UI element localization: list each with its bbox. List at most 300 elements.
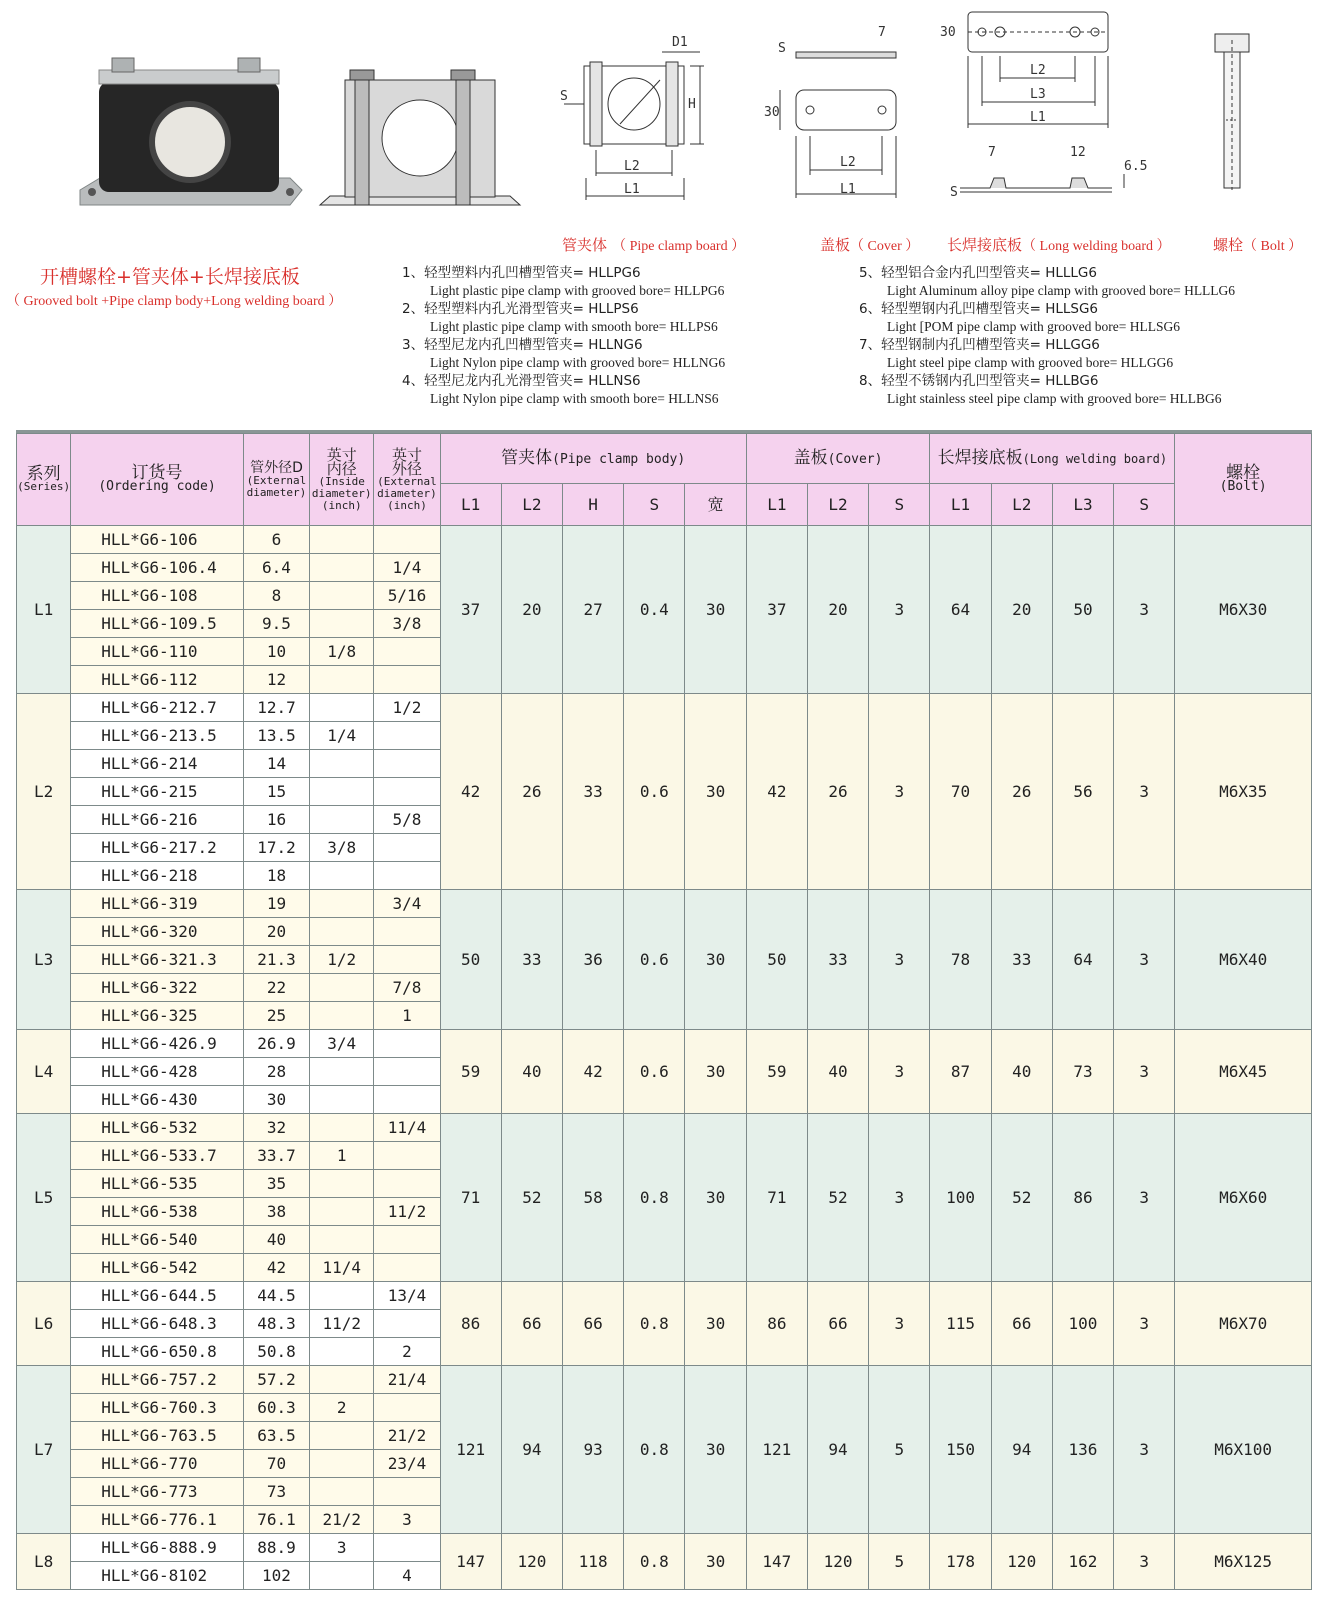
bolt-cell: M6X45	[1175, 1030, 1312, 1114]
header-od-en2: diameter)	[246, 485, 307, 499]
bolt-cell: M6X40	[1175, 890, 1312, 1030]
header-weld-en: (Long welding board)	[1022, 452, 1168, 466]
sub-cover-l1: L1	[746, 484, 807, 526]
svg-text:6.5: 6.5	[1124, 159, 1148, 174]
inch-external-cell	[374, 1170, 440, 1198]
series-cell: L5	[17, 1114, 71, 1282]
cover-caption-en: （ Cover ）	[850, 239, 920, 254]
svg-text:L2: L2	[624, 159, 640, 174]
cover-l2-cell: 94	[807, 1366, 868, 1534]
type-1-cn: 1、轻型塑料内孔凹槽型管夹= HLLPG6	[402, 265, 641, 281]
table-row	[17, 890, 1312, 918]
external-diameter-cell: 70	[243, 1450, 309, 1478]
welding-caption-cn: 长焊接底板	[947, 236, 1023, 254]
body-l2-cell: 26	[501, 694, 562, 890]
ordering-code-cell: HLL*G6-644.5	[71, 1282, 244, 1310]
weld-l1-cell: 150	[930, 1366, 991, 1534]
cover-l1-cell: 121	[746, 1366, 807, 1534]
cover-s-cell: 5	[869, 1534, 930, 1590]
svg-text:L1: L1	[840, 182, 856, 197]
external-diameter-cell: 28	[243, 1058, 309, 1086]
cover-s-cell: 5	[869, 1366, 930, 1534]
type-4-cn: 4、轻型尼龙内孔光滑型管夹= HLLNS6	[402, 373, 641, 389]
body-width-cell: 30	[685, 1366, 746, 1534]
body-l1-cell: 147	[440, 1534, 501, 1590]
inch-inside-cell	[310, 890, 374, 918]
weld-l2-cell: 20	[991, 526, 1052, 694]
ordering-code-cell: HLL*G6-106	[71, 526, 244, 554]
body-s-cell: 0.8	[624, 1114, 685, 1282]
body-s-cell: 0.8	[624, 1366, 685, 1534]
inch-external-cell: 11/4	[374, 1114, 440, 1142]
sub-cover-l2: L2	[807, 484, 868, 526]
inch-external-cell	[374, 918, 440, 946]
weld-s-cell: 3	[1114, 1030, 1175, 1114]
header-series-cn: 系列	[26, 463, 61, 484]
inch-inside-cell	[310, 1198, 374, 1226]
inch-external-cell	[374, 1534, 440, 1562]
weld-s-cell: 3	[1114, 890, 1175, 1030]
inch-external-cell: 3	[374, 1506, 440, 1534]
body-l1-cell: 37	[440, 526, 501, 694]
svg-text:L3: L3	[1030, 87, 1046, 102]
body-l2-cell: 20	[501, 526, 562, 694]
ordering-code-cell: HLL*G6-106.4	[71, 554, 244, 582]
weld-l3-cell: 86	[1052, 1114, 1113, 1282]
external-diameter-cell: 44.5	[243, 1282, 309, 1310]
header-ex-en2: diameter)	[377, 486, 437, 500]
inch-inside-cell: 1/8	[310, 638, 374, 666]
external-diameter-cell: 12	[243, 666, 309, 694]
cover-drawing	[764, 25, 896, 198]
ordering-code-cell: HLL*G6-763.5	[71, 1422, 244, 1450]
body-h-cell: 33	[563, 694, 624, 890]
bolt-caption-cn: 螺栓	[1213, 236, 1244, 254]
inch-inside-cell: 1/4	[310, 722, 374, 750]
body-l1-cell: 42	[440, 694, 501, 890]
body-h-cell: 118	[563, 1534, 624, 1590]
inch-inside-cell	[310, 1002, 374, 1030]
sub-cover-s: S	[869, 484, 930, 526]
type-7-cn: 7、轻型钢制内孔凹槽型管夹= HLLGG6	[859, 337, 1100, 353]
external-diameter-cell: 26.9	[243, 1030, 309, 1058]
cover-l2-cell: 66	[807, 1282, 868, 1366]
external-diameter-cell: 40	[243, 1226, 309, 1254]
inch-external-cell	[374, 1394, 440, 1422]
inch-inside-cell	[310, 1478, 374, 1506]
header-body-en: (Pipe clamp body)	[552, 451, 686, 467]
ordering-code-cell: HLL*G6-888.9	[71, 1534, 244, 1562]
external-diameter-cell: 88.9	[243, 1534, 309, 1562]
bolt-drawing	[1215, 34, 1249, 190]
svg-text:D1: D1	[672, 35, 688, 50]
series-cell: L6	[17, 1282, 71, 1366]
weld-l3-cell: 56	[1052, 694, 1113, 890]
body-l1-cell: 121	[440, 1366, 501, 1534]
inch-inside-cell: 11/2	[310, 1310, 374, 1338]
ordering-code-cell: HLL*G6-321.3	[71, 946, 244, 974]
external-diameter-cell: 42	[243, 1254, 309, 1282]
header-bolt	[1175, 434, 1312, 526]
header-in-en3: (inch)	[321, 498, 362, 512]
weld-l1-cell: 100	[930, 1114, 991, 1282]
type-4-en: Light Nylon pipe clamp with smooth bore= HLLNS6	[430, 391, 719, 406]
svg-text:7: 7	[988, 145, 996, 160]
external-diameter-cell: 14	[243, 750, 309, 778]
inch-inside-cell	[310, 1058, 374, 1086]
inch-external-cell	[374, 778, 440, 806]
sub-weld-l1: L1	[930, 484, 991, 526]
sub-body-h: H	[563, 484, 624, 526]
table-header	[17, 434, 1312, 526]
external-diameter-cell: 8	[243, 582, 309, 610]
bolt-cell: M6X100	[1175, 1366, 1312, 1534]
type-5-en: Light Aluminum alloy pipe clamp with grooved bore= HLLLG6	[887, 283, 1236, 298]
header-od-cn: 管外径D	[250, 459, 303, 476]
ordering-code-cell: HLL*G6-542	[71, 1254, 244, 1282]
cover-caption-cn: 盖板	[820, 236, 851, 254]
external-diameter-cell: 35	[243, 1170, 309, 1198]
body-l2-cell: 120	[501, 1534, 562, 1590]
bolt-cell: M6X60	[1175, 1114, 1312, 1282]
sub-weld-l3: L3	[1052, 484, 1113, 526]
table-row	[17, 1114, 1312, 1142]
external-diameter-cell: 20	[243, 918, 309, 946]
sub-body-s: S	[624, 484, 685, 526]
external-diameter-cell: 15	[243, 778, 309, 806]
ordering-code-cell: HLL*G6-217.2	[71, 834, 244, 862]
body-s-cell: 0.4	[624, 526, 685, 694]
inch-external-cell: 23/4	[374, 1450, 440, 1478]
body-s-cell: 0.6	[624, 1030, 685, 1114]
table-row	[17, 1366, 1312, 1394]
inch-inside-cell	[310, 1226, 374, 1254]
ordering-code-cell: HLL*G6-538	[71, 1198, 244, 1226]
bolt-caption	[1213, 234, 1302, 255]
cover-s-cell: 3	[869, 694, 930, 890]
spec-table	[16, 433, 1312, 1590]
inch-inside-cell	[310, 1422, 374, 1450]
svg-text:S: S	[778, 41, 786, 56]
table-row	[17, 1030, 1312, 1058]
weld-l2-cell: 33	[991, 890, 1052, 1030]
svg-text:H: H	[688, 97, 696, 112]
inch-external-cell: 1/2	[374, 694, 440, 722]
header-cover	[746, 434, 930, 484]
cover-s-cell: 3	[869, 1282, 930, 1366]
bolt-cell: M6X30	[1175, 526, 1312, 694]
inch-external-cell	[374, 1310, 440, 1338]
inch-external-cell: 7/8	[374, 974, 440, 1002]
ordering-code-cell: HLL*G6-214	[71, 750, 244, 778]
inch-inside-cell: 1/2	[310, 946, 374, 974]
body-l2-cell: 52	[501, 1114, 562, 1282]
table-body	[17, 526, 1312, 1590]
type-8-en: Light stainless steel pipe clamp with grooved bore= HLLBG6	[887, 391, 1222, 406]
inch-inside-cell	[310, 1338, 374, 1366]
ordering-code-cell: HLL*G6-216	[71, 806, 244, 834]
cover-s-cell: 3	[869, 1114, 930, 1282]
sub-body-width: 宽	[685, 484, 746, 526]
type-6-en: Light [POM pipe clamp with grooved bore= HLLSG6	[887, 319, 1180, 334]
ordering-code-cell: HLL*G6-648.3	[71, 1310, 244, 1338]
inch-inside-cell	[310, 1562, 374, 1590]
body-l1-cell: 50	[440, 890, 501, 1030]
body-l1-cell: 86	[440, 1282, 501, 1366]
external-diameter-cell: 63.5	[243, 1422, 309, 1450]
body-width-cell: 30	[685, 890, 746, 1030]
svg-text:30: 30	[764, 105, 780, 120]
body-width-cell: 30	[685, 694, 746, 890]
inch-external-cell: 5/16	[374, 582, 440, 610]
inch-inside-cell	[310, 694, 374, 722]
inch-inside-cell: 2	[310, 1394, 374, 1422]
body-width-cell: 30	[685, 1030, 746, 1114]
type-list-right	[859, 264, 1235, 408]
external-diameter-cell: 19	[243, 890, 309, 918]
inch-external-cell: 11/2	[374, 1198, 440, 1226]
inch-inside-cell	[310, 1282, 374, 1310]
ordering-code-cell: HLL*G6-109.5	[71, 610, 244, 638]
external-diameter-cell: 6.4	[243, 554, 309, 582]
external-diameter-cell: 17.2	[243, 834, 309, 862]
inch-inside-cell	[310, 554, 374, 582]
inch-inside-cell	[310, 1450, 374, 1478]
external-diameter-cell: 30	[243, 1086, 309, 1114]
weld-l1-cell: 78	[930, 890, 991, 1030]
inch-inside-cell	[310, 806, 374, 834]
type-7-en: Light steel pipe clamp with grooved bore= HLLGG6	[887, 355, 1174, 370]
type-3-en: Light Nylon pipe clamp with grooved bore= HLLNG6	[430, 355, 726, 370]
inch-external-cell	[374, 1478, 440, 1506]
series-cell: L1	[17, 526, 71, 694]
external-diameter-cell: 33.7	[243, 1142, 309, 1170]
inch-inside-cell	[310, 610, 374, 638]
external-diameter-cell: 6	[243, 526, 309, 554]
cover-l2-cell: 20	[807, 526, 868, 694]
type-list-left	[402, 264, 725, 408]
inch-inside-cell: 21/2	[310, 1506, 374, 1534]
body-width-cell: 30	[685, 526, 746, 694]
external-diameter-cell: 12.7	[243, 694, 309, 722]
bolt-caption-en: （ Bolt ）	[1243, 239, 1303, 254]
pipe-clamp-caption-en: （ Pipe clamp board ）	[612, 239, 746, 254]
inch-external-cell: 5/8	[374, 806, 440, 834]
body-h-cell: 93	[563, 1366, 624, 1534]
cover-s-cell: 3	[869, 1030, 930, 1114]
inch-external-cell	[374, 1030, 440, 1058]
body-l1-cell: 71	[440, 1114, 501, 1282]
inch-inside-cell: 1	[310, 1142, 374, 1170]
long-welding-board-drawing	[940, 12, 1147, 200]
inch-inside-cell: 3/8	[310, 834, 374, 862]
cover-l1-cell: 86	[746, 1282, 807, 1366]
weld-l2-cell: 26	[991, 694, 1052, 890]
ordering-code-cell: HLL*G6-533.7	[71, 1142, 244, 1170]
type-1-en: Light plastic pipe clamp with grooved bore= HLLPG6	[430, 283, 725, 298]
external-diameter-cell: 57.2	[243, 1366, 309, 1394]
ordering-code-cell: HLL*G6-760.3	[71, 1394, 244, 1422]
cover-caption	[820, 234, 919, 255]
cover-s-cell: 3	[869, 526, 930, 694]
inch-inside-cell	[310, 1170, 374, 1198]
body-l1-cell: 59	[440, 1030, 501, 1114]
external-diameter-cell: 102	[243, 1562, 309, 1590]
inch-external-cell	[374, 1142, 440, 1170]
svg-text:L2: L2	[1030, 63, 1046, 78]
header-inch-inside	[310, 434, 374, 526]
header-ex-en1: (External	[377, 474, 437, 488]
external-diameter-cell: 21.3	[243, 946, 309, 974]
inch-inside-cell	[310, 918, 374, 946]
cover-l2-cell: 120	[807, 1534, 868, 1590]
header-long-welding-board	[930, 434, 1175, 484]
ordering-code-cell: HLL*G6-320	[71, 918, 244, 946]
table-row	[17, 1534, 1312, 1562]
inch-external-cell: 21/2	[374, 1422, 440, 1450]
ordering-code-cell: HLL*G6-212.7	[71, 694, 244, 722]
welding-caption-en: （ Long welding board ）	[1022, 239, 1171, 254]
weld-l3-cell: 162	[1052, 1534, 1113, 1590]
weld-s-cell: 3	[1114, 1114, 1175, 1282]
header-ex-cn1: 英寸	[391, 445, 422, 464]
body-h-cell: 66	[563, 1282, 624, 1366]
body-s-cell: 0.8	[624, 1282, 685, 1366]
assembly-subtitle: （ Grooved bolt +Pipe clamp body+Long welding board ）	[6, 294, 343, 309]
inch-external-cell	[374, 1058, 440, 1086]
inch-inside-cell	[310, 1366, 374, 1394]
external-diameter-cell: 32	[243, 1114, 309, 1142]
pipe-clamp-caption	[562, 234, 745, 255]
type-5-cn: 5、轻型铝合金内孔凹型管夹= HLLLG6	[859, 265, 1097, 281]
inch-external-cell	[374, 834, 440, 862]
cover-l1-cell: 147	[746, 1534, 807, 1590]
body-l2-cell: 66	[501, 1282, 562, 1366]
body-l2-cell: 40	[501, 1030, 562, 1114]
svg-text:30: 30	[940, 25, 956, 40]
ordering-code-cell: HLL*G6-540	[71, 1226, 244, 1254]
external-diameter-cell: 60.3	[243, 1394, 309, 1422]
weld-l2-cell: 40	[991, 1030, 1052, 1114]
header-code-cn: 订货号	[131, 462, 183, 483]
header-code-en: (Ordering code)	[98, 478, 216, 494]
ordering-code-cell: HLL*G6-773	[71, 1478, 244, 1506]
external-diameter-cell: 38	[243, 1198, 309, 1226]
external-diameter-cell: 10	[243, 638, 309, 666]
header-ordering-code	[71, 434, 244, 526]
series-cell: L4	[17, 1030, 71, 1114]
cover-l1-cell: 59	[746, 1030, 807, 1114]
body-s-cell: 0.6	[624, 694, 685, 890]
weld-l3-cell: 64	[1052, 890, 1113, 1030]
pipe-clamp-board-drawing	[560, 35, 704, 200]
bolt-cell: M6X70	[1175, 1282, 1312, 1366]
weld-s-cell: 3	[1114, 526, 1175, 694]
svg-text:L1: L1	[1030, 110, 1046, 125]
inch-inside-cell	[310, 750, 374, 778]
weld-s-cell: 3	[1114, 1534, 1175, 1590]
weld-s-cell: 3	[1114, 1366, 1175, 1534]
ordering-code-cell: HLL*G6-535	[71, 1170, 244, 1198]
header-inch-external	[374, 434, 440, 526]
series-cell: L8	[17, 1534, 71, 1590]
weld-s-cell: 3	[1114, 1282, 1175, 1366]
ordering-code-cell: HLL*G6-325	[71, 1002, 244, 1030]
ordering-code-cell: HLL*G6-776.1	[71, 1506, 244, 1534]
body-s-cell: 0.6	[624, 890, 685, 1030]
external-diameter-cell: 18	[243, 862, 309, 890]
cover-l1-cell: 37	[746, 526, 807, 694]
ordering-code-cell: HLL*G6-218	[71, 862, 244, 890]
inch-external-cell	[374, 1254, 440, 1282]
cover-l1-cell: 50	[746, 890, 807, 1030]
ordering-code-cell: HLL*G6-108	[71, 582, 244, 610]
assembly-title: 开槽螺栓+管夹体+长焊接底板	[40, 266, 300, 288]
header-series	[17, 434, 71, 526]
type-2-en: Light plastic pipe clamp with smooth bore= HLLPS6	[430, 319, 718, 334]
cover-l2-cell: 52	[807, 1114, 868, 1282]
external-diameter-cell: 16	[243, 806, 309, 834]
ordering-code-cell: HLL*G6-428	[71, 1058, 244, 1086]
header-series-en: (Series)	[17, 479, 71, 493]
inch-external-cell: 21/4	[374, 1366, 440, 1394]
product-illustrations	[0, 0, 1320, 240]
weld-l2-cell: 66	[991, 1282, 1052, 1366]
series-cell: L7	[17, 1366, 71, 1534]
cover-l2-cell: 26	[807, 694, 868, 890]
external-diameter-cell: 9.5	[243, 610, 309, 638]
inch-inside-cell	[310, 1086, 374, 1114]
ordering-code-cell: HLL*G6-426.9	[71, 1030, 244, 1058]
inch-external-cell	[374, 666, 440, 694]
weld-l1-cell: 178	[930, 1534, 991, 1590]
ordering-code-cell: HLL*G6-110	[71, 638, 244, 666]
svg-text:S: S	[560, 89, 568, 104]
weld-l1-cell: 70	[930, 694, 991, 890]
inch-external-cell	[374, 862, 440, 890]
body-width-cell: 30	[685, 1282, 746, 1366]
weld-l2-cell: 52	[991, 1114, 1052, 1282]
external-diameter-cell: 25	[243, 1002, 309, 1030]
header-body-cn: 管夹体	[501, 447, 553, 468]
inch-external-cell	[374, 638, 440, 666]
weld-l1-cell: 64	[930, 526, 991, 694]
inch-external-cell	[374, 750, 440, 778]
sub-weld-s: S	[1114, 484, 1175, 526]
weld-l3-cell: 73	[1052, 1030, 1113, 1114]
svg-text:S: S	[950, 185, 958, 200]
table-row	[17, 526, 1312, 554]
weld-s-cell: 3	[1114, 694, 1175, 890]
body-h-cell: 36	[563, 890, 624, 1030]
pipe-clamp-caption-cn: 管夹体	[562, 236, 608, 254]
weld-l1-cell: 115	[930, 1282, 991, 1366]
weld-l3-cell: 50	[1052, 526, 1113, 694]
inch-inside-cell	[310, 862, 374, 890]
inch-inside-cell	[310, 526, 374, 554]
body-l2-cell: 33	[501, 890, 562, 1030]
sub-body-l2: L2	[501, 484, 562, 526]
ordering-code-cell: HLL*G6-213.5	[71, 722, 244, 750]
weld-l2-cell: 94	[991, 1366, 1052, 1534]
cover-l2-cell: 40	[807, 1030, 868, 1114]
welding-caption	[947, 234, 1171, 255]
external-diameter-cell: 50.8	[243, 1338, 309, 1366]
body-h-cell: 27	[563, 526, 624, 694]
type-3-cn: 3、轻型尼龙内孔凹槽型管夹= HLLNG6	[402, 337, 643, 353]
type-2-cn: 2、轻型塑料内孔光滑型管夹= HLLPS6	[402, 301, 639, 317]
series-cell: L3	[17, 890, 71, 1030]
